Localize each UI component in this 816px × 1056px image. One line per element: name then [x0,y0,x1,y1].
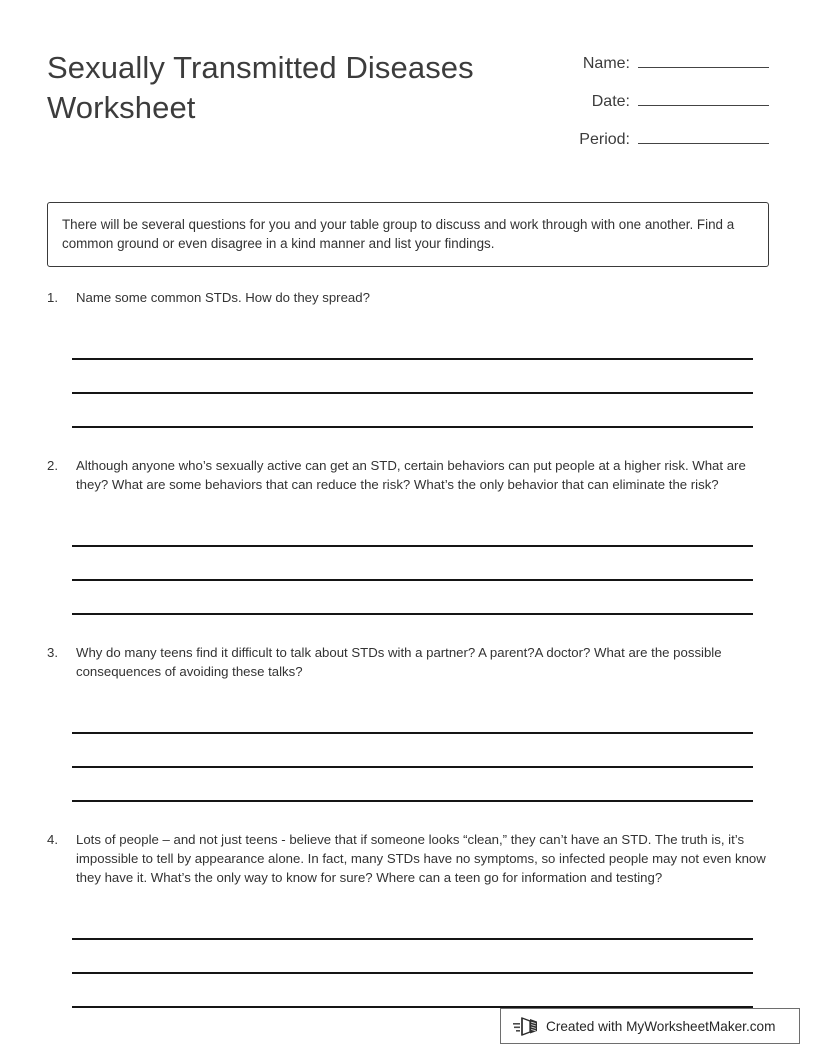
question-spacer [47,802,769,830]
name-field-row [559,50,769,73]
question-4-header [47,830,769,887]
question-spacer [47,428,769,456]
answer-line[interactable] [72,513,753,547]
question-3-text: Why do many teens find it difficult to talk about STDs with a partner? A parent?A doctor? What are the possible consequences of avoiding these talks? [76,645,722,679]
answer-line[interactable] [72,360,753,394]
question-2-header [47,456,769,494]
question-1-header [47,288,769,307]
question-3 [47,643,769,802]
answer-line[interactable] [72,581,753,615]
question-2-number: 2. [47,458,58,473]
question-4-number: 4. [47,832,58,847]
question-1-number: 1. [47,290,58,305]
question-2-text: Although anyone who’s sexually active can get an STD, certain behaviors can put people at a higher risk. What are they? What are some behaviors that can reduce the risk? What’s the only behavior that can eliminate the risk? [76,458,746,492]
instructions-box: There will be several questions for you and your table group to discuss and work through with one another. Find a common ground or even disagree in a kind manner and list your findings. [47,202,769,267]
answer-line[interactable] [72,734,753,768]
date-field-input[interactable] [638,88,769,106]
date-field-row [559,88,769,111]
question-4 [47,830,769,1008]
answer-line[interactable] [72,326,753,360]
page-header [47,44,769,164]
question-4-text: Lots of people – and not just teens - believe that if someone looks “clean,” they can’t have an STD. The truth is, it’s impossible to tell by appearance alone. In fact, many STDs have no symptoms, so infected people may not even know they have it. What’s the only way to know for sure? Where can a teen go for information and testing? [76,832,766,885]
question-1-answer-area[interactable] [72,326,769,428]
answer-line[interactable] [72,906,753,940]
question-3-answer-area[interactable] [72,700,769,802]
created-with-badge[interactable] [500,1008,800,1044]
period-field-row [559,126,769,149]
answer-line[interactable] [72,768,753,802]
answer-line[interactable] [72,547,753,581]
period-field-input[interactable] [638,126,769,144]
worksheet-maker-logo-icon [513,1015,539,1037]
question-1-text: Name some common STDs. How do they spread? [76,290,370,305]
period-field-label: Period: [579,131,630,148]
name-field-label: Name: [582,55,630,72]
questions-list [47,288,769,1008]
name-field-input[interactable] [638,50,769,68]
date-field-label: Date: [591,93,630,110]
answer-line[interactable] [72,974,753,1008]
student-info-fields [559,44,769,164]
question-spacer [47,615,769,643]
answer-line[interactable] [72,700,753,734]
answer-line[interactable] [72,394,753,428]
question-3-header [47,643,769,681]
question-4-answer-area[interactable] [72,906,769,1008]
answer-line[interactable] [72,940,753,974]
question-2 [47,456,769,615]
question-3-number: 3. [47,645,58,660]
created-with-badge-label: Created with MyWorksheetMaker.com [546,1018,776,1034]
question-2-answer-area[interactable] [72,513,769,615]
page-title: Sexually Transmitted Diseases Worksheet [47,50,474,125]
question-1 [47,288,769,428]
